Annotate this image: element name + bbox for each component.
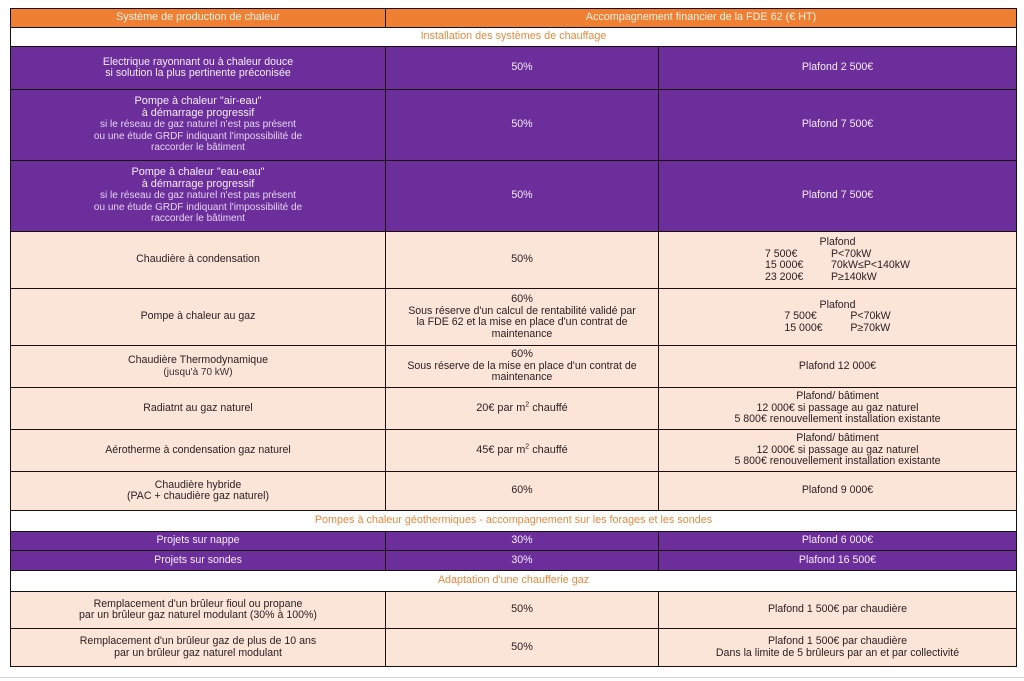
system-condition: si le réseau de gaz naturel n'est pas présent [100,190,296,202]
system-condition: (PAC + chaudière gaz naturel) [126,490,269,502]
rate-cell [386,629,659,667]
system-condition: (jusqu'à 70 kW) [163,366,233,378]
table-row [11,551,1017,571]
cap-cell: Plafond 1 500€ par chaudière [659,592,1017,629]
rate-condition: Sous réserve d'un calcul de rentabilité validé par [408,304,636,317]
section-geothermal [11,511,1017,532]
cap-cell [659,232,1017,289]
cap-title: Plafond [819,298,856,311]
rate-cell [386,232,659,289]
header-funding: Accompagnement financier de la FDE 62 (€ HT) [386,9,1017,28]
rate-cell: 50% [386,161,659,232]
table-row [11,90,1017,161]
system-cell [11,472,386,511]
cap-amount: 7 500€ [764,247,798,260]
rate-value [476,402,568,414]
system-cell [11,90,386,161]
cap-condition: P<70kW [850,310,891,323]
rate-cell: 30% [386,551,659,571]
table-header-row [11,9,1017,28]
rate-condition: la FDE 62 et la mise en place d'un contrat de [416,316,628,328]
cap-title: Plafond/ bâtiment [796,432,879,445]
table-row [11,161,1017,232]
system-name: Remplacement d'un brûleur gaz de plus de 10 ans [79,635,317,647]
rate-value: 60% [511,348,533,361]
cap-detail: 12 000€ si passage au gaz naturel [756,401,919,414]
cap-condition: P<70kW [830,247,872,260]
system-name-detail: à démarrage progressif [141,177,255,190]
rate-cell [386,346,659,388]
section-title: Adaptation d'une chaufferie gaz [11,571,1017,592]
funding-table [10,8,1017,667]
rate-unit: chauffé [529,443,568,456]
rate-cell [386,289,659,346]
rate-cell [386,388,659,430]
table-row [11,430,1017,472]
section-title: Installation des systèmes de chauffage [11,28,1017,47]
rate-condition: maintenance [491,327,553,340]
system-condition: ou une étude GRDF indiquant l'impossibilité de [93,201,303,213]
cap-cell: Plafond 12 000€ [659,346,1017,388]
system-name-detail: par un brûleur gaz naturel modulant [114,646,282,659]
rate-value: 60% [511,293,533,305]
system-name: Chaudière Thermodynamique [128,354,268,366]
cap-cell [659,629,1017,667]
cap-condition: 70kW≤P<140kW [830,259,911,271]
cap-cell [659,388,1017,430]
system-cell: Aérotherme à condensation gaz naturel [11,430,386,472]
cap-detail: 5 800€ renouvellement installation existante [734,413,941,426]
funding-table-container [10,8,1016,667]
system-condition: ou une étude GRDF indiquant l'impossibilité de [93,130,303,142]
rate-unit: chauffé [529,401,568,414]
cap-cell: Plafond 7 500€ [659,90,1017,161]
cap-title: Plafond/ bâtiment [796,390,879,403]
system-cell [11,161,386,232]
table-row [11,472,1017,511]
system-cell [11,592,386,629]
section-gas-boiler [11,571,1017,592]
cap-amount: 7 500€ [784,310,817,323]
system-name: Pompe à chaleur "eau-eau" [131,166,265,179]
section-heating-install [11,28,1017,47]
cap-detail: 5 800€ renouvellement installation existante [734,455,941,468]
cap-amount: 23 200€ [764,270,804,283]
cap-title: Plafond 1 500€ par chaudière [767,635,907,647]
table-row [11,629,1017,667]
system-cell [11,47,386,90]
system-cell [11,346,386,388]
divider [0,677,1024,678]
table-row [11,289,1017,346]
cap-tiers [765,249,910,284]
cap-amount: 15 000€ [764,259,804,271]
cap-cell: Plafond 7 500€ [659,161,1017,232]
table-row [11,346,1017,388]
system-name-detail: par un brûleur gaz naturel modulant (30% à 100%) [79,609,317,621]
system-condition: raccorder le bâtiment [151,213,245,225]
cap-title: Plafond [819,236,856,248]
table-row [11,592,1017,629]
cap-tiers [784,311,890,334]
cap-cell: Plafond 6 000€ [659,532,1017,551]
rate-cell: 30% [386,532,659,551]
cap-condition: P≥70kW [850,321,891,334]
rate-cell: 50% [386,47,659,90]
rate-value: 50% [511,253,533,266]
cap-cell [659,289,1017,346]
cap-detail: Dans la limite de 5 brûleurs par an et par collectivité [715,646,960,659]
rate-condition: maintenance [491,371,553,384]
section-title: Pompes à chaleur géothermiques - accompagnement sur les forages et les sondes [11,511,1017,532]
system-name: Pompe à chaleur "air-eau" [134,95,262,108]
rate-amount: 20€ par m [476,401,526,414]
table-row [11,232,1017,289]
rate-unit-exponent: 2 [525,443,530,451]
system-cell: Chaudière à condensation [11,232,386,289]
rate-cell: 50% [386,90,659,161]
system-cell: Radiatnt au gaz naturel [11,388,386,430]
cap-tier [765,272,910,284]
system-cell: Projets sur sondes [11,551,386,571]
rate-condition: Sous réserve de la mise en place d'un contrat de [407,359,637,372]
cap-cell [659,430,1017,472]
rate-cell: 60% [386,472,659,511]
system-condition: si le réseau de gaz naturel n'est pas présent [100,119,296,131]
cap-cell: Plafond 9 000€ [659,472,1017,511]
system-name: Chaudière hybride [154,478,242,491]
cap-detail: 12 000€ si passage au gaz naturel [756,443,919,456]
system-cell: Pompe à chaleur au gaz [11,289,386,346]
system-condition: raccorder le bâtiment [151,142,245,154]
cap-condition: P≥140kW [830,270,877,283]
table-row [11,388,1017,430]
system-name-detail: à démarrage progressif [141,106,255,119]
header-system: Système de production de chaleur [11,9,386,28]
table-row [11,47,1017,90]
rate-unit-exponent: 2 [525,401,530,409]
cap-cell: Plafond 16 500€ [659,551,1017,571]
system-name: Electrique rayonnant ou à chaleur douce [102,55,294,68]
rate-amount: 45€ par m [476,443,526,456]
system-cell: Projets sur nappe [11,532,386,551]
rate-value [476,444,568,456]
cap-cell: Plafond 2 500€ [659,47,1017,90]
cap-amount: 15 000€ [784,321,823,334]
cap-tier [784,323,890,335]
system-name: Remplacement d'un brûleur fioul ou propane [93,597,303,610]
system-cell [11,629,386,667]
rate-value: 50% [511,640,533,653]
rate-value: 50% [511,603,533,616]
rate-cell [386,592,659,629]
table-row [11,532,1017,551]
rate-cell [386,430,659,472]
system-condition: si solution la plus pertinente préconisée [105,67,291,79]
